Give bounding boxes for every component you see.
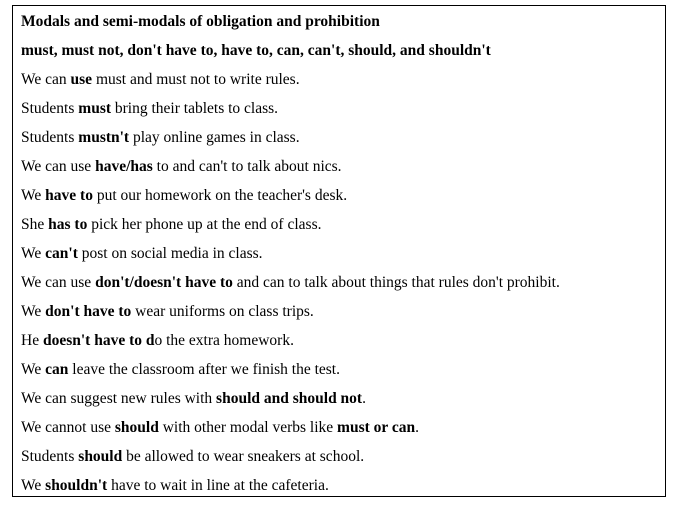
bold-segment: can't <box>45 245 78 262</box>
text-segment: with other modal verbs like <box>158 419 338 436</box>
bold-segment: don't/doesn't have to <box>95 274 233 291</box>
example-line <box>21 389 366 409</box>
example-line <box>21 476 329 496</box>
bold-segment: don't have to <box>45 303 132 320</box>
document-subtitle: must, must not, don't have to, have to, can, can't, should, and shouldn't <box>21 42 491 59</box>
example-line <box>21 302 314 322</box>
text-segment: have to wait in line at the cafeteria. <box>107 477 329 494</box>
example-line <box>21 186 347 206</box>
bold-segment: must <box>78 100 112 117</box>
bold-segment: have/has <box>95 158 153 175</box>
text-segment: We can use <box>21 274 96 291</box>
text-segment: Students <box>21 100 79 117</box>
example-line <box>21 215 321 235</box>
example-line <box>21 418 419 438</box>
example-line <box>21 360 340 380</box>
bold-segment: can <box>45 361 69 378</box>
example-line <box>21 273 560 293</box>
example-line <box>21 70 300 90</box>
text-segment: post on social media in class. <box>77 245 263 262</box>
text-segment: We cannot use <box>21 419 115 436</box>
text-segment: bring their tablets to class. <box>111 100 279 117</box>
example-line <box>21 128 300 148</box>
example-line <box>21 157 342 177</box>
text-segment: to and can't to talk about nics. <box>152 158 342 175</box>
example-line <box>21 244 263 264</box>
example-line <box>21 331 294 351</box>
text-segment: She <box>21 216 49 233</box>
bold-segment: have to <box>45 187 93 204</box>
text-segment: be allowed to wear sneakers at school. <box>122 448 365 465</box>
text-segment: We can suggest new rules with <box>21 390 217 407</box>
text-segment: He <box>21 332 43 349</box>
text-segment: Students <box>21 129 79 146</box>
document-box <box>12 5 666 497</box>
text-segment: and can to talk about things that rules don't prohibit. <box>232 274 560 291</box>
example-line <box>21 99 278 119</box>
text-segment: . <box>415 419 419 436</box>
text-segment: o the extra homework. <box>154 332 294 349</box>
bold-segment: must or can <box>337 419 416 436</box>
bold-segment: should and should not <box>216 390 363 407</box>
bold-segment: doesn't have to d <box>42 332 155 349</box>
text-segment: We <box>21 361 46 378</box>
text-segment: . <box>362 390 366 407</box>
text-segment: We <box>21 303 46 320</box>
text-segment: put our homework on the teacher's desk. <box>92 187 348 204</box>
text-segment: pick her phone up at the end of class. <box>87 216 322 233</box>
bold-segment: use <box>70 71 93 88</box>
text-segment: leave the classroom after we finish the test. <box>68 361 340 378</box>
example-line <box>21 447 364 467</box>
bold-segment: should <box>78 448 123 465</box>
text-segment: wear uniforms on class trips. <box>131 303 314 320</box>
text-segment: play online games in class. <box>129 129 300 146</box>
bold-segment: should <box>114 419 159 436</box>
text-segment: We can use <box>21 158 96 175</box>
document-title: Modals and semi-modals of obligation and prohibition <box>21 13 380 30</box>
text-segment: We <box>21 477 46 494</box>
text-segment: must and must not to write rules. <box>92 71 300 88</box>
text-segment: We can <box>21 71 71 88</box>
bold-segment: mustn't <box>78 129 130 146</box>
bold-segment: has to <box>48 216 88 233</box>
text-segment: Students <box>21 448 79 465</box>
text-segment: We <box>21 187 46 204</box>
text-segment: We <box>21 245 46 262</box>
bold-segment: shouldn't <box>45 477 108 494</box>
